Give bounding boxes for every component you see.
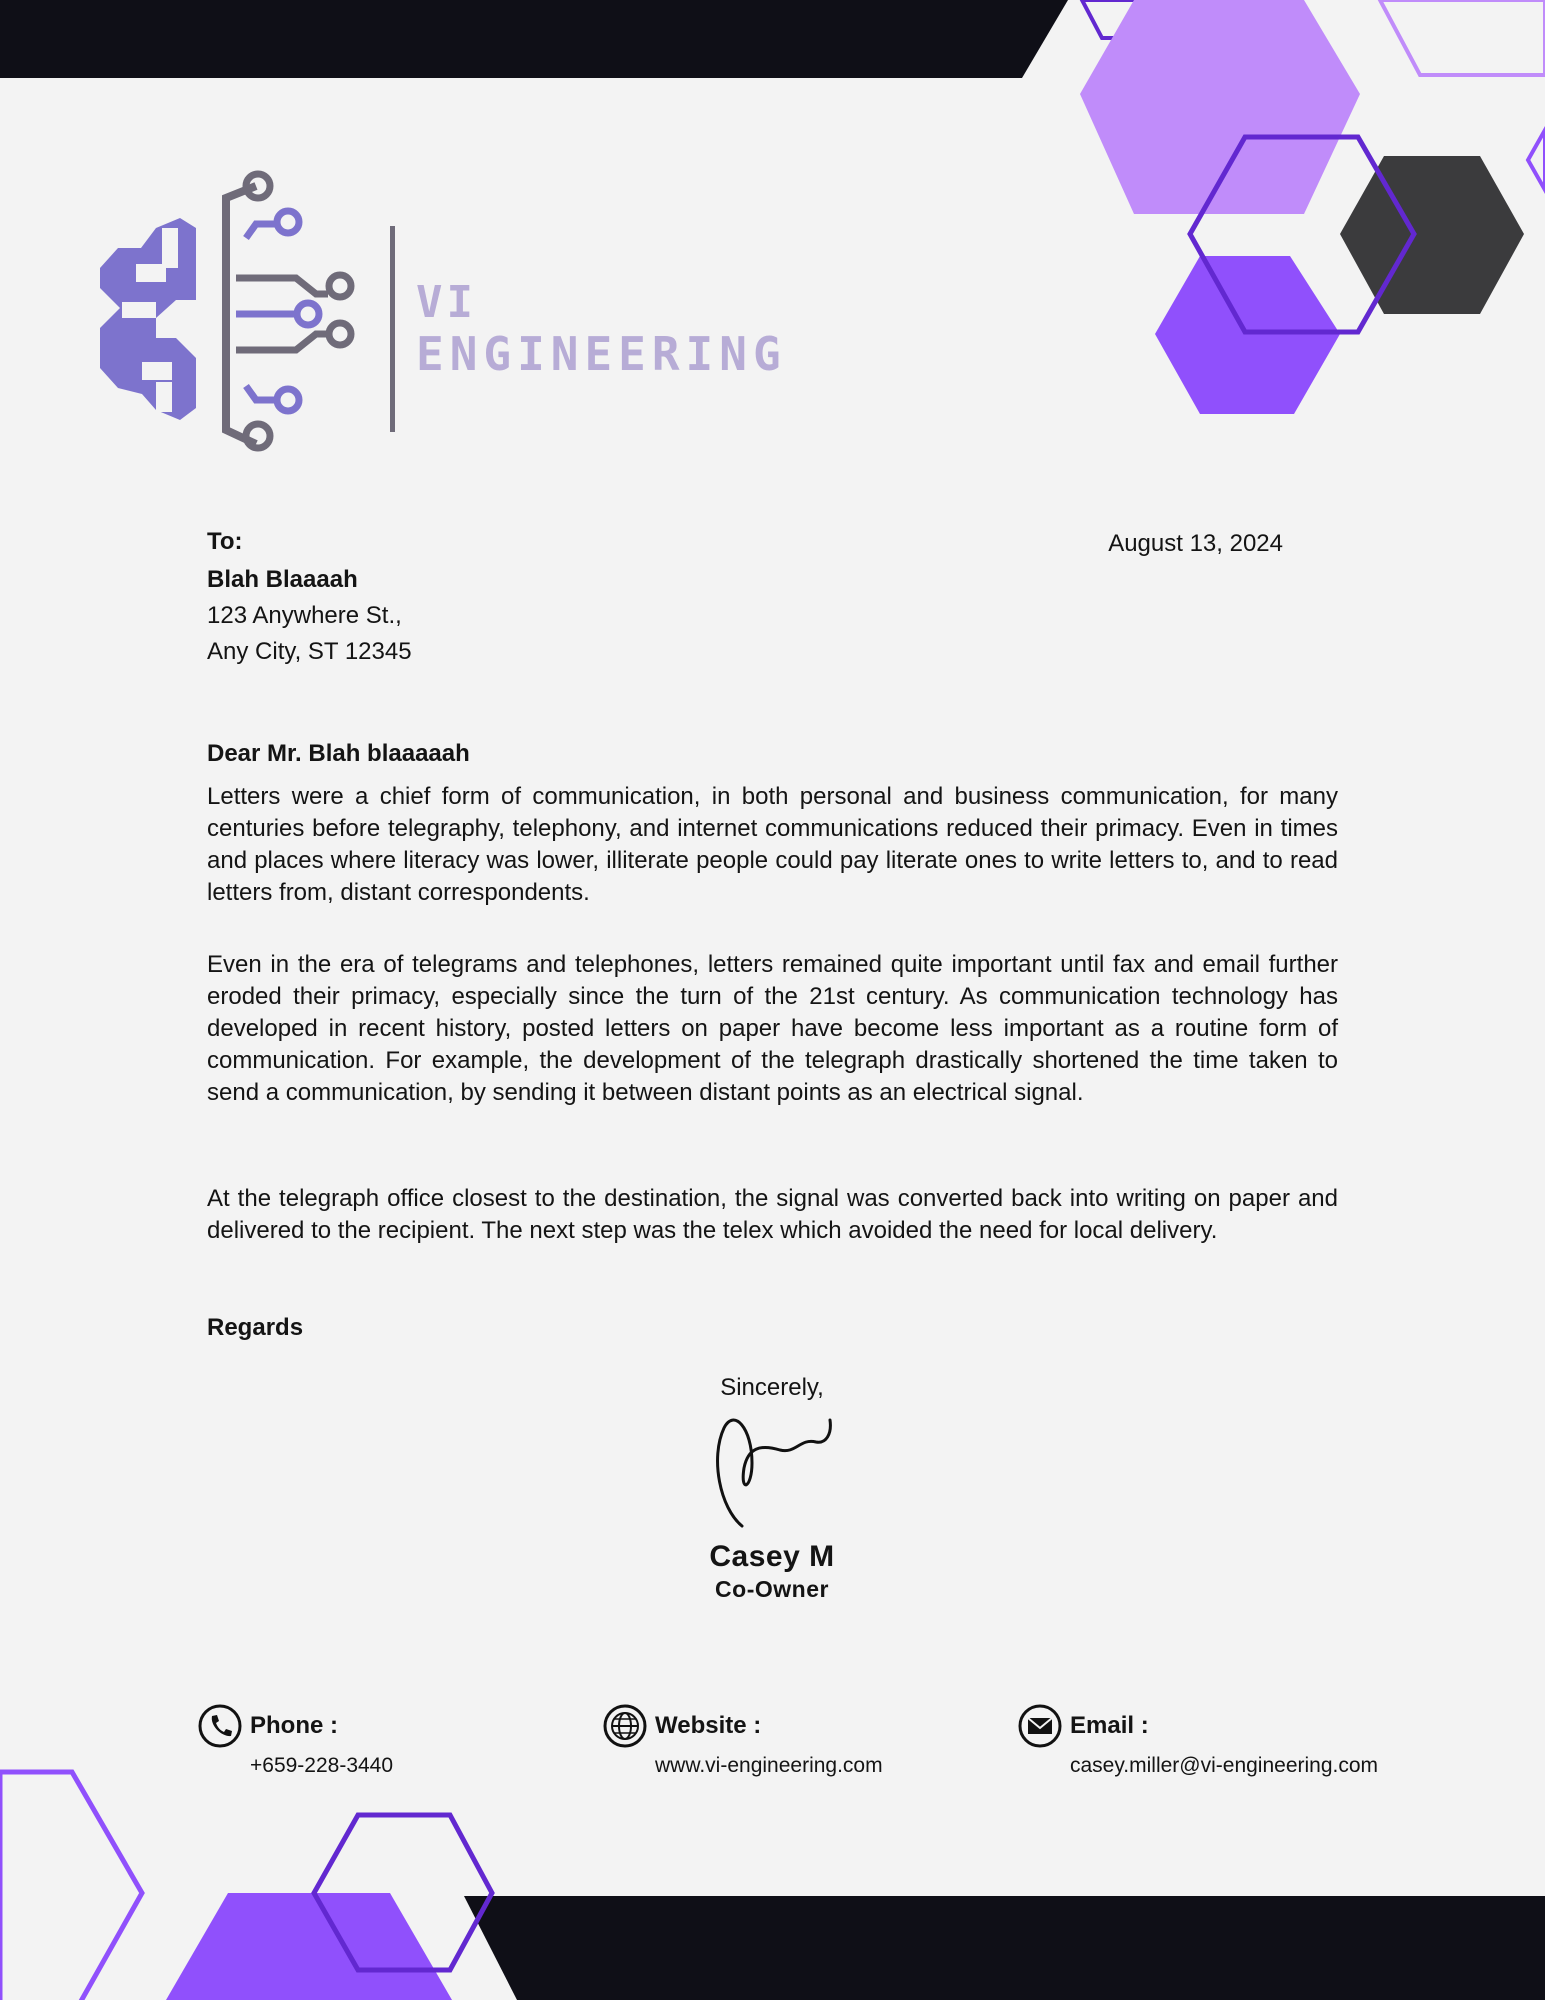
phone-value: +659-228-3440 (250, 1754, 394, 1777)
body-paragraph-2: Even in the era of telegrams and telephones, letters remained quite important until fax and email further eroded their primacy, especially since the turn of the 21st century. As communication technology has developed in recent history, posted letters on paper have become less important as a routine form of communication. For example, the development of the telegraph drastically shortened the time taken to send a communication, by sending it between distant points as an electrical signal. (207, 951, 1338, 1106)
website-label: Website : (655, 1712, 762, 1739)
hexagon-dark (1340, 156, 1524, 314)
contact-phone (198, 1704, 558, 1784)
mail-icon (1018, 1704, 1062, 1748)
email-label: Email : (1070, 1712, 1149, 1739)
signer-name: Casey M (709, 1540, 835, 1573)
closing-text: Sincerely, (720, 1374, 824, 1401)
logo-line2: ENGINEERING (416, 327, 787, 381)
regards-text: Regards (207, 1314, 304, 1341)
letter-date: August 13, 2024 (1108, 530, 1283, 557)
phone-label: Phone : (250, 1712, 338, 1739)
hexagon-outline-top-right (1380, 0, 1545, 75)
salutation: Dear Mr. Blah blaaaaah (207, 740, 470, 767)
phone-icon (198, 1704, 242, 1748)
to-label: To: (207, 528, 243, 555)
recipient-name: Blah Blaaaah (207, 566, 358, 593)
email-value[interactable]: casey.miller@vi-engineering.com (1070, 1754, 1379, 1777)
hexagon-outline-bottom-left (0, 1772, 142, 2000)
body-paragraph-3: At the telegraph office closest to the destination, the signal was converted back into writing on paper and delivered to the recipient. The next step was the telex which avoided the need for local delivery. (207, 1185, 1338, 1244)
logo-wordmark (416, 278, 787, 380)
hexagon-outline-edge (1528, 130, 1545, 190)
website-value[interactable]: www.vi-engineering.com (655, 1754, 883, 1777)
globe-icon (603, 1704, 647, 1748)
recipient-address-line1: 123 Anywhere St., (207, 602, 402, 629)
signature-image (700, 1408, 840, 1538)
body-paragraph-1: Letters were a chief form of communication, in both personal and business communication, for many centuries before telegraphy, telephony, and internet communications reduced their primacy. Even in times and places where literacy was lower, illiterate people could pay literate ones to write letters to, and to read letters from, distant correspondents. (207, 783, 1338, 906)
recipient-address-line2: Any City, ST 12345 (207, 638, 412, 665)
bottom-dark-band (464, 1896, 1545, 2000)
top-dark-band (0, 0, 1068, 78)
signer-title: Co-Owner (715, 1576, 829, 1602)
logo-line1: VI (416, 277, 477, 328)
brain-circuit-icon (96, 168, 426, 458)
hexagon-purple-bottom (166, 1893, 452, 2000)
contact-email (1018, 1704, 1438, 1784)
contact-website (603, 1704, 983, 1784)
hexagon-purple (1155, 256, 1340, 414)
